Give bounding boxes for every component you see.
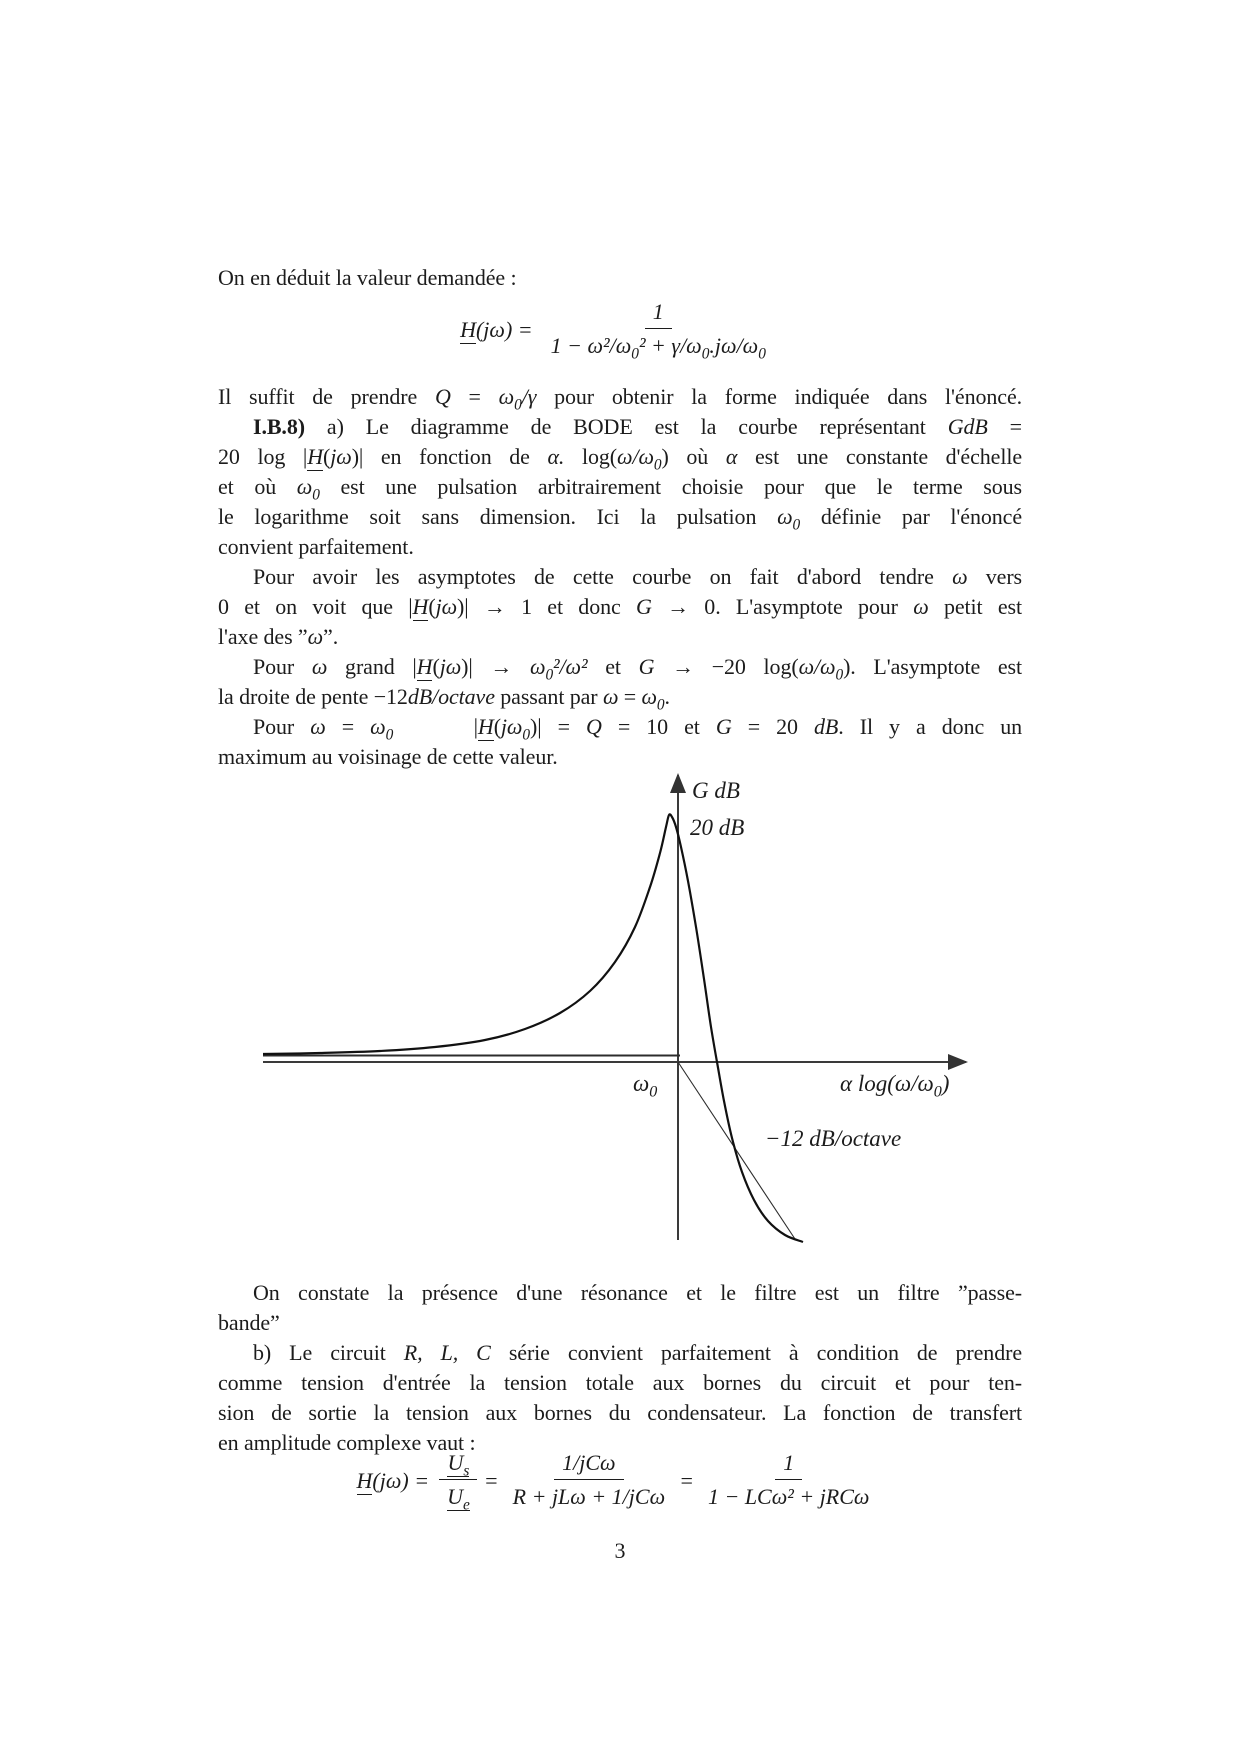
text-line: 20 log |H(jω)| en fonction de α. $\log(\omega/\omega_0)$ où α est une constante d'échelle: [218, 444, 1023, 474]
text-line: comme tension d'entrée la tension totale aux bornes du circuit et pour ten-: [218, 1370, 1022, 1395]
fraction-denominator: $U_e$: [447, 1484, 470, 1514]
equation-lhs: H(jω) =: [460, 316, 533, 342]
text-line: On constate la présence d'une résonance et le filtre est un filtre ”passe-: [253, 1280, 1022, 1305]
paragraph: [218, 263, 1022, 293]
bode-diagram: [240, 765, 1015, 1265]
fraction-denominator: 1 − LCω² + jRCω: [707, 1484, 870, 1509]
fraction: [439, 1450, 478, 1514]
text-line: bande”: [218, 1310, 280, 1335]
text-line: Pour ω grand $|H(j\omega)| \to \omega_0^2/\omega^2$ et G → −20 $\log(\omega/\omega_0)$. L'asymptote est: [253, 654, 1023, 684]
text-line: Pour $\omega = \omega_0$ $|H(j\omega_0)| = Q = 10$ et G = 20 dB. Il y a donc un: [253, 714, 1023, 744]
text-line: On en déduit la valeur demandée :: [218, 265, 517, 290]
equals-sign: =: [679, 1467, 694, 1493]
slope-label: −12 dB/octave: [765, 1126, 902, 1151]
equation-transfer-function-2: [218, 1450, 1022, 1514]
gain-curve: [263, 814, 803, 1242]
page-number: 3: [614, 1538, 626, 1563]
peak-gain-label: 20 dB: [690, 815, 745, 840]
y-axis-label: G dB: [692, 778, 740, 803]
bode-plot-canvas: [240, 765, 1015, 1265]
omega0-tick-label: $\omega_0$: [633, 1071, 658, 1101]
fraction-numerator: 1: [645, 299, 672, 329]
equals-sign: =: [483, 1467, 499, 1493]
x-axis-label: α $\log(\omega/\omega_0)$: [840, 1071, 950, 1101]
fraction: [543, 299, 774, 363]
text-line: Il suffit de prendre $Q = \omega_0/\gamma$ pour obtenir la forme indiquée dans l'énoncé.: [218, 384, 1023, 414]
text-line: sion de sortie la tension aux bornes du condensateur. La fonction de transfert: [218, 1400, 1022, 1425]
text-line: maximum au voisinage de cette valeur.: [218, 744, 558, 769]
text-line: I.B.8) a) Le diagramme de BODE est la courbe représentant GdB =: [253, 414, 1022, 439]
text-line: et où $\omega_0$ est une pulsation arbitrairement choisie pour que le terme sous: [218, 474, 1022, 504]
paragraph: [218, 382, 1022, 772]
fraction: [700, 1450, 878, 1511]
fraction-numerator: 1: [775, 1450, 802, 1480]
text-line: l'axe des ”ω”.: [218, 624, 339, 649]
paragraph: [218, 1278, 1022, 1458]
text-line: Pour avoir les asymptotes de cette courbe on fait d'abord tendre ω vers: [253, 564, 1023, 589]
text-line: la droite de pente −12dB/octave passant par $\omega = \omega_0$.: [218, 684, 670, 714]
fraction-denominator: R + jLω + 1/jCω: [512, 1484, 666, 1509]
text-line: b) Le circuit R, L, C série convient parfaitement à condition de prendre: [253, 1340, 1022, 1365]
equation-lhs: H(jω) =: [356, 1467, 430, 1493]
text-line: convient parfaitement.: [218, 534, 414, 559]
fraction: [505, 1450, 673, 1511]
text-line: en amplitude complexe vaut :: [218, 1430, 476, 1455]
fraction-numerator: 1/jCω: [554, 1450, 623, 1480]
text-line: 0 et on voit que |H(jω)| → 1 et donc G → 0. L'asymptote pour ω petit est: [218, 594, 1022, 619]
equation-transfer-function-1: [218, 299, 1022, 363]
fraction-denominator: $1 - \omega^2/\omega_0^2 + \gamma/\omega_0.j\omega/\omega_0$: [550, 333, 766, 363]
text-line: le logarithme soit sans dimension. Ici la pulsation $\omega_0$ définie par l'énoncé: [218, 504, 1022, 534]
fraction-numerator: $U_s$: [439, 1450, 477, 1480]
